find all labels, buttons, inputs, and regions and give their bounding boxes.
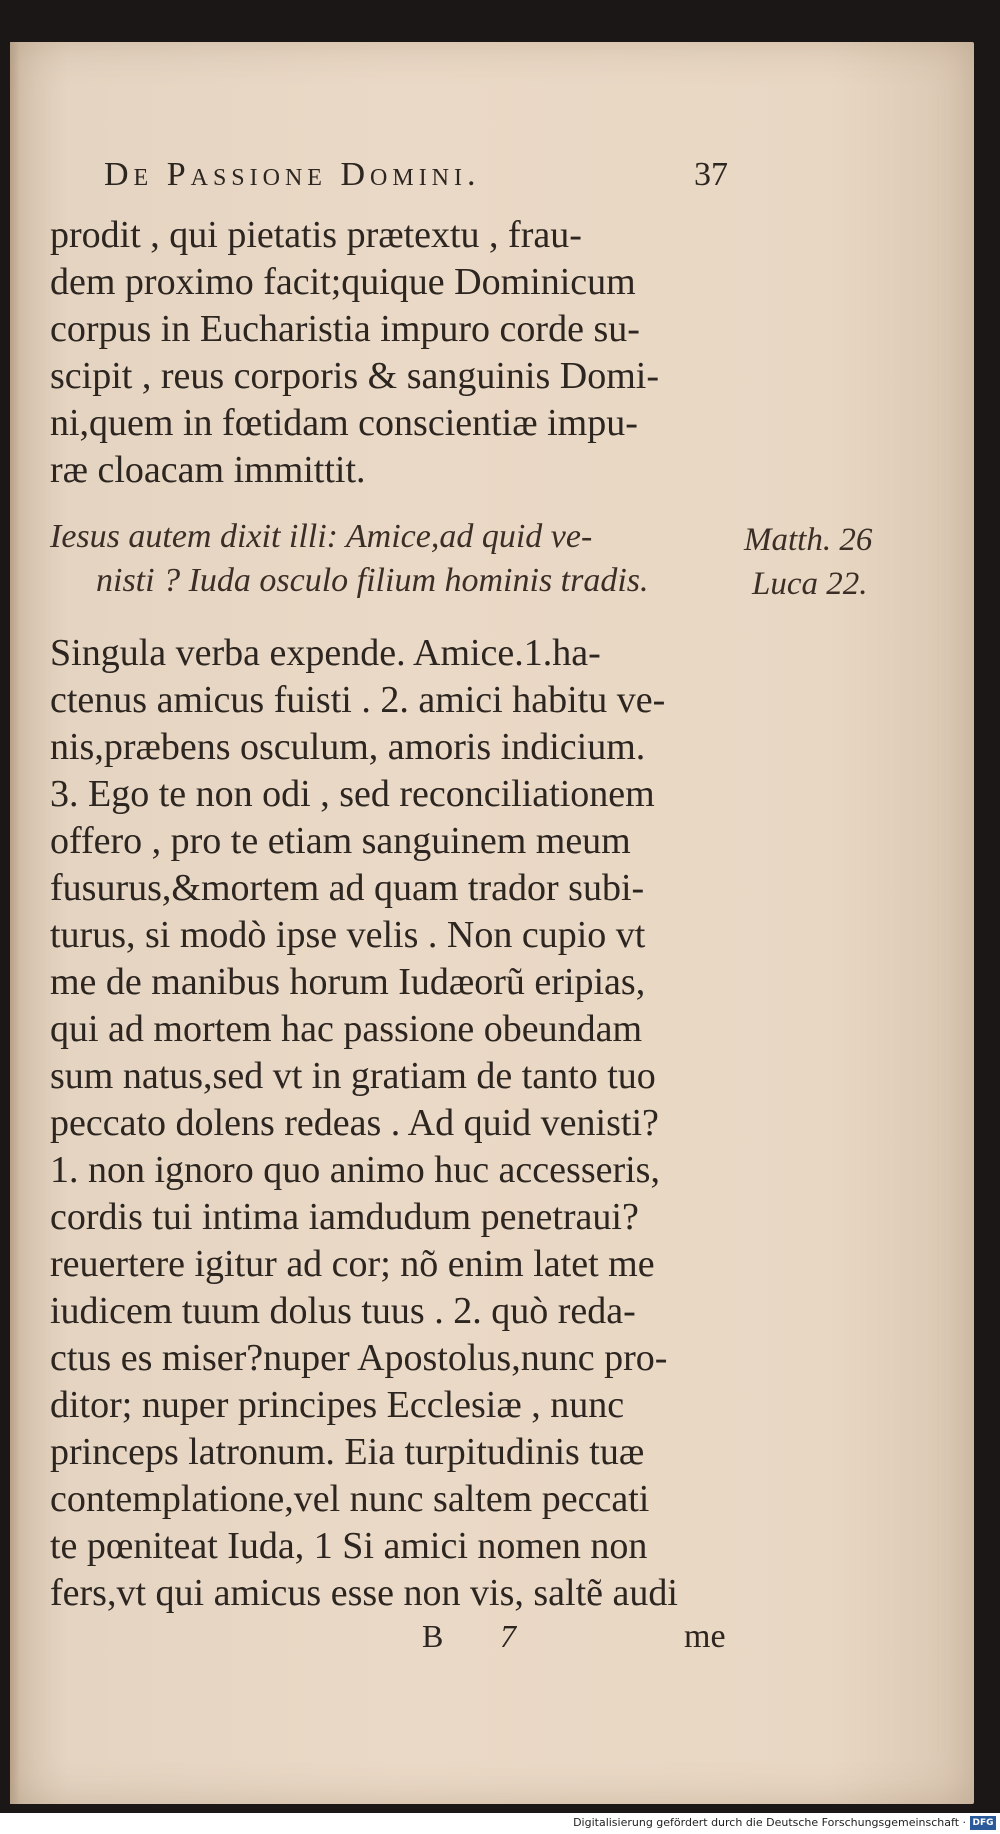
signature-number: 7 [500, 1618, 516, 1654]
text-line: cordis tui intima iamdudum penetraui? [50, 1196, 639, 1238]
text-line: ctenus amicus fuisti . 2. amici habitu ve- [50, 679, 666, 721]
text-line: reuertere igitur ad cor; nõ enim latet me [50, 1243, 655, 1285]
quote-line: Iesus autem dixit illi: Amice,ad quid ve- [50, 518, 593, 555]
paragraph-2 [50, 630, 750, 1617]
text-line: qui ad mortem hac passione obeundam [50, 1008, 643, 1050]
paragraph-1 [50, 212, 750, 494]
catchword: me [684, 1618, 726, 1655]
text-line: contemplatione,vel nunc saltem peccati [50, 1478, 650, 1520]
page-number: 37 [694, 156, 728, 193]
quote-line: nisti ? Iuda osculo filium hominis tradis. [96, 562, 649, 599]
text-line: scipit , reus corporis & sanguinis Domi- [50, 355, 659, 397]
text-line: dem proximo facit;quique Dominicum [50, 261, 636, 303]
text-line: ræ cloacam immittit. [50, 449, 366, 491]
text-line: fers,vt qui amicus esse non vis, saltẽ audi [50, 1572, 678, 1614]
text-line: te pœniteat Iuda, 1 Si amici nomen non [50, 1525, 648, 1567]
text-line: me de manibus horum Iudæorũ eripias, [50, 961, 646, 1003]
footer-bar [0, 1813, 1000, 1834]
footer-credit: Digitalisierung gefördert durch die Deutsche Forschungsgemeinschaft · [573, 1816, 966, 1829]
text-line: peccato dolens redeas . Ad quid venisti? [50, 1102, 659, 1144]
scripture-quote [50, 515, 750, 603]
text-line: iudicem tuum dolus tuus . 2. quò reda- [50, 1290, 636, 1332]
text-line: ditor; nuper principes Ecclesiæ , nunc [50, 1384, 625, 1426]
text-line: offero , pro te etiam sanguinem meum [50, 820, 631, 862]
running-header-title: De Passione Domini. [104, 156, 481, 193]
signature-mark: B [422, 1618, 444, 1654]
dfg-logo-icon: DFG [970, 1816, 996, 1830]
margin-reference-luke: Luca 22. [752, 566, 868, 602]
text-line: princeps latronum. Eia turpitudinis tuæ [50, 1431, 645, 1473]
text-line: corpus in Eucharistia impuro corde su- [50, 308, 640, 350]
text-line: turus, si modò ipse velis . Non cupio vt [50, 914, 646, 956]
text-line: 1. non ignoro quo animo huc accesseris, [50, 1149, 660, 1191]
text-line: prodit , qui pietatis prætextu , frau- [50, 214, 582, 256]
text-line: fusurus,&mortem ad quam trador subi- [50, 867, 645, 909]
text-line: nis,præbens osculum, amoris indicium. [50, 726, 646, 768]
text-line: ctus es miser?nuper Apostolus,nunc pro- [50, 1337, 668, 1379]
margin-reference-matthew: Matth. 26 [744, 522, 873, 558]
text-line: sum natus,sed vt in gratiam de tanto tuo [50, 1055, 656, 1097]
text-line: ni,quem in fœtidam conscientiæ impu- [50, 402, 638, 444]
text-line: 3. Ego te non odi , sed reconciliationem [50, 773, 655, 815]
text-line: Singula verba expende. Amice.1.ha- [50, 632, 601, 674]
